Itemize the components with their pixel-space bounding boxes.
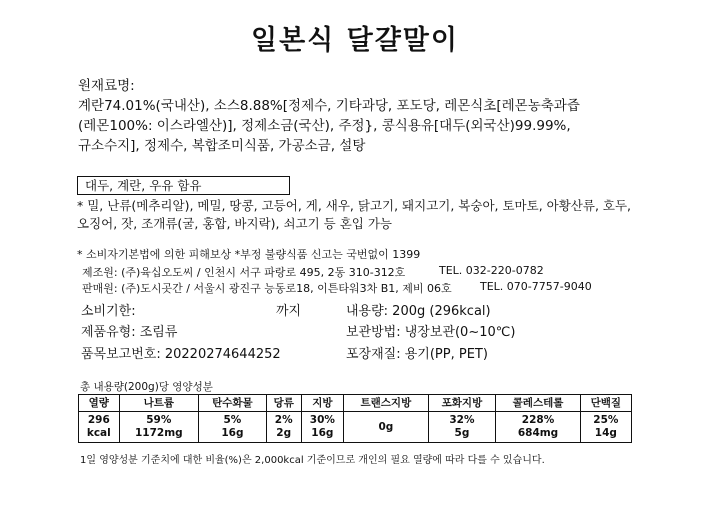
nutrition-footnote: 1일 영양성분 기준치에 대한 비율(%)은 2,000kcal 기준이므로 개인의 필요 열량에 따라 다를 수 있습니다. — [80, 455, 545, 466]
nutrition-cell-fat — [301, 412, 344, 443]
nutrition-cell-carbohydrate — [199, 412, 267, 443]
nutrition-amount: 16g — [221, 427, 244, 439]
nutrition-amount: 1172mg — [134, 427, 183, 439]
shared-facility-warning — [77, 197, 667, 233]
nutrition-value: 296 — [87, 414, 110, 426]
nutrition-cell-sugars — [266, 412, 301, 443]
nutrition-percent: 32% — [449, 414, 475, 426]
ingredients-line: 규소수지], 정제수, 복합조미식품, 가공소금, 설탕 — [78, 138, 366, 154]
nutrition-amount: 684mg — [517, 427, 559, 439]
nutrition-percent: 5% — [223, 414, 242, 426]
ingredients-line: (레몬100%: 이스라엘산)], 정제소금(국산), 주정}, 콩식용유[대두(외국산)99.99%, — [78, 118, 571, 134]
nutrition-header: 당류 — [266, 395, 301, 412]
nutrition-unit: kcal — [86, 427, 111, 439]
net-volume: 내용량: 200g (296kcal) — [346, 304, 491, 319]
nutrition-amount: 5g — [454, 427, 470, 439]
ingredients-heading: 원재료명: — [78, 78, 135, 94]
nutrition-cell-sodium — [119, 412, 198, 443]
nutrition-header: 열량 — [79, 395, 120, 412]
nutrition-percent: 228% — [521, 414, 555, 426]
nutrition-percent: 30% — [309, 414, 335, 426]
nutrition-header: 트랜스지방 — [344, 395, 428, 412]
report-number: 품목보고번호: 20220274644252 — [81, 347, 281, 362]
nutrition-header-row — [79, 395, 632, 412]
expiry-suffix: 까지 — [276, 304, 302, 319]
nutrition-cell-calories — [79, 412, 120, 443]
nutrition-table — [78, 394, 632, 443]
nutrition-cell-cholesterol — [496, 412, 580, 443]
shared-facility-line: * 밀, 난류(메추리알), 메밀, 땅콩, 고등어, 게, 새우, 닭고기, 돼지고기, 복숭아, 토마토, 아황산류, 호두, — [77, 198, 632, 213]
nutrition-header: 단백질 — [580, 395, 631, 412]
ingredients-line: 계란74.01%(국내산), 소스8.88%[정제수, 기타과당, 포도당, 레몬식초[레몬농축과즙 — [78, 98, 580, 114]
consumer-notice: * 소비자기본법에 의한 피해보상 *부정 불량식품 신고는 국번없이 1399 — [77, 248, 421, 261]
storage-method: 보관방법: 냉장보관(0~10℃) — [346, 325, 516, 340]
nutrition-cell-trans-fat — [344, 412, 428, 443]
nutrition-header: 나트륨 — [119, 395, 198, 412]
nutrition-cell-saturated-fat — [428, 412, 496, 443]
nutrition-amount: 0g — [378, 420, 394, 433]
seller-info — [82, 280, 592, 296]
nutrition-cell-protein — [580, 412, 631, 443]
product-title: 일본식 달걀말이 — [251, 25, 459, 56]
nutrition-value-row — [79, 412, 632, 443]
packaging-material: 포장재질: 용기(PP, PET) — [346, 347, 488, 362]
ingredients-section — [78, 76, 638, 156]
shared-facility-line: 오징어, 잣, 조개류(굴, 홍합, 바지락), 쇠고기 등 혼입 가능 — [77, 216, 392, 231]
nutrition-caption: 총 내용량(200g)당 영양성분 — [80, 381, 213, 393]
nutrition-amount: 14g — [594, 427, 617, 439]
nutrition-amount: 2g — [276, 427, 292, 439]
nutrition-header: 탄수화물 — [199, 395, 267, 412]
nutrition-header: 지방 — [301, 395, 344, 412]
seller-tel: TEL. 070-7757-9040 — [480, 280, 592, 293]
expiry-label: 소비기한: — [81, 304, 136, 319]
manufacturer-info — [82, 264, 544, 280]
food-type: 제품유형: 조림류 — [81, 325, 178, 340]
seller-text: 판매원: (주)도시곳간 / 서울시 광진구 능동로18, 이튼타워3차 B1, 제비 06호 — [82, 282, 452, 295]
manufacturer-text: 제조원: (주)육십오도씨 / 인천시 서구 파랑로 495, 2동 310-312호 — [82, 266, 406, 279]
nutrition-header: 포화지방 — [428, 395, 496, 412]
nutrition-percent: 25% — [593, 414, 619, 426]
nutrition-percent: 59% — [146, 414, 172, 426]
manufacturer-tel: TEL. 032-220-0782 — [439, 264, 544, 277]
allergen-box: 대두, 계란, 우유 함유 — [77, 176, 290, 195]
nutrition-header: 콜레스테롤 — [496, 395, 580, 412]
nutrition-amount: 16g — [311, 427, 334, 439]
nutrition-percent: 2% — [274, 414, 293, 426]
